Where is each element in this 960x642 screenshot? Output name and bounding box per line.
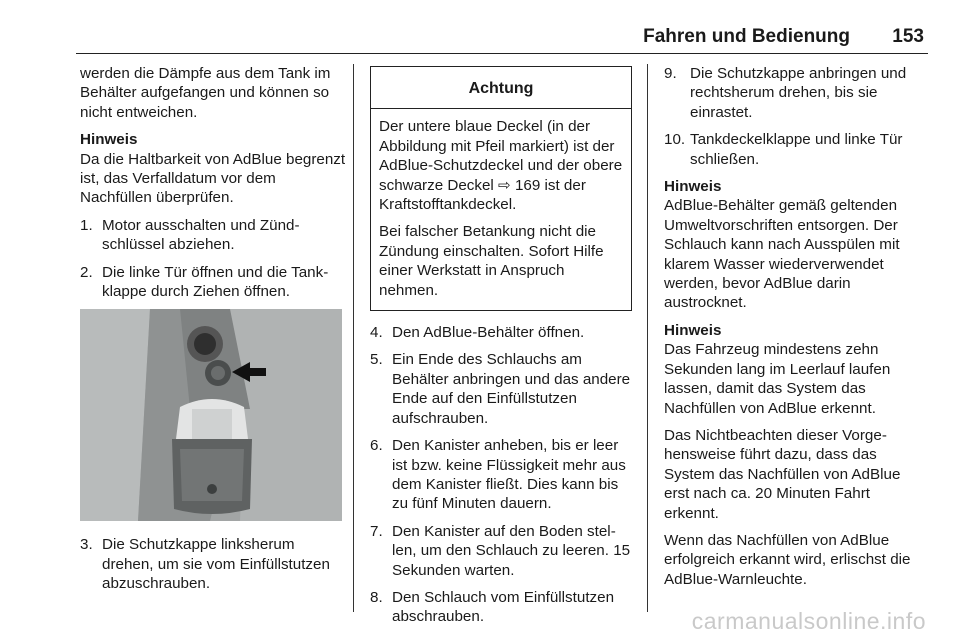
step-number: 5. xyxy=(370,351,383,369)
step-number: 1. xyxy=(80,216,93,234)
step-number: 9. xyxy=(664,65,677,82)
list-item xyxy=(370,323,632,342)
warning-text: Der untere blaue Deckel (in der Abbildung mit Pfeil markiert) ist der AdBlue-Schutzdeckel und der obere schwarze Deckel xyxy=(379,118,623,194)
note-text: Da die Haltbarkeit von AdBlue begrenzt ist, das Verfalldatum vor dem Nachfüllen überprüfen. xyxy=(80,150,346,207)
list-item xyxy=(664,64,926,122)
list-item xyxy=(370,350,632,428)
step-list xyxy=(370,323,632,627)
page-title: Fahren und Bedienung xyxy=(643,26,850,47)
warning-paragraph xyxy=(379,117,623,214)
note-title: Hinweis xyxy=(664,321,722,339)
list-item xyxy=(370,436,632,514)
list-item xyxy=(370,522,632,580)
list-item xyxy=(664,130,926,169)
header-rule xyxy=(76,53,928,54)
page-number: 153 xyxy=(892,26,924,47)
step-number: 7. xyxy=(370,522,383,540)
note-text: AdBlue-Behälter gemäß geltenden Umweltvorschriften entsorgen. Der Schlauch kann nach Ausspülen mit klarem Wasser wiederverwendet werden, bevor AdBlue darin austrocknet. xyxy=(664,197,900,312)
warning-title: Achtung xyxy=(371,67,631,109)
paragraph: Das Nichtbeachten dieser Vorgehensweise führt dazu, dass das System das Nachfüllen von AdBlue erst nach ca. 20 Minuten Fahrt erkennt. xyxy=(664,426,901,522)
ref-arrow-icon: ⇨ xyxy=(498,176,511,194)
step-text: Die linke Tür öffnen und die Tankklappe durch Ziehen öffnen. xyxy=(102,263,329,301)
step-text: Den AdBlue-Behälter öffnen. xyxy=(392,324,585,342)
column-1 xyxy=(80,64,348,602)
step-text: Den Kanister auf den Boden stellen, um den Schlauch zu leeren. 15 Sekunden warten. xyxy=(392,522,631,579)
note-text: Das Fahrzeug mindestens zehn Sekunden lang im Leerlauf laufen lassen, damit das System das Nachfüllen von AdBlue erkennt. xyxy=(664,341,891,417)
step-number: 2. xyxy=(80,263,93,281)
column-divider xyxy=(353,64,354,612)
paragraph: Wenn das Nachfüllen von AdBlue erfolgreich erkannt wird, erlischst die AdBlue-Warnleuchte. xyxy=(664,531,911,588)
step-number: 6. xyxy=(370,437,383,455)
step-text: Tankdeckelklappe und linke Tür schließen. xyxy=(690,131,903,168)
warning-box xyxy=(370,66,632,311)
warning-text: 169 ist der Kraftstofftankdeckel. xyxy=(379,176,586,214)
paragraph: werden die Dämpfe aus dem Tank im Behälter aufgefangen und können so nicht entweichen. xyxy=(80,65,331,121)
note-title: Hinweis xyxy=(80,131,138,149)
step-text: Den Kanister anheben, bis er leer ist bzw. keine Flüssigkeit mehr aus dem Kanister fließt. Dies kann bis zu fünf Minuten dauern. xyxy=(392,437,626,513)
step-list xyxy=(664,64,926,169)
step-number: 4. xyxy=(370,324,383,342)
step-list xyxy=(80,535,348,593)
step-number: 3. xyxy=(80,536,93,554)
step-number: 8. xyxy=(370,588,383,606)
column-divider xyxy=(647,64,648,612)
page-header xyxy=(76,22,928,54)
column-3 xyxy=(664,64,926,597)
step-text: Ein Ende des Schlauchs am Behälter anbringen und das andere Ende auf den Einfüllstutzen aufschrauben. xyxy=(392,351,631,427)
step-text: Den Schlauch vom Einfüllstutzen abschrauben. xyxy=(392,588,615,626)
step-text: Die Schutzkappe linksherum drehen, um sie vom Einfüllstutzen abzuschrauben. xyxy=(102,536,330,593)
step-number: 10. xyxy=(664,131,686,149)
warning-body xyxy=(371,109,631,310)
list-item xyxy=(80,263,348,302)
list-item xyxy=(80,216,348,255)
fuel-filler-image xyxy=(80,309,342,521)
note-title: Hinweis xyxy=(664,178,722,196)
step-text: Motor ausschalten und Zündschlüssel abziehen. xyxy=(102,216,300,254)
fuel-flap-illustration xyxy=(80,309,342,521)
step-text: Die Schutzkappe anbringen und rechtsherum drehen, bis sie einrastet. xyxy=(690,65,907,121)
list-item xyxy=(80,535,348,593)
warning-paragraph: Bei falscher Betankung nicht die Zündung einschalten. Sofort Hilfe einer Werkstatt in Anspruch nehmen. xyxy=(379,223,604,299)
step-list xyxy=(80,216,348,302)
watermark: carmanualsonline.info xyxy=(691,608,926,634)
column-2 xyxy=(370,64,632,635)
list-item xyxy=(370,588,632,627)
